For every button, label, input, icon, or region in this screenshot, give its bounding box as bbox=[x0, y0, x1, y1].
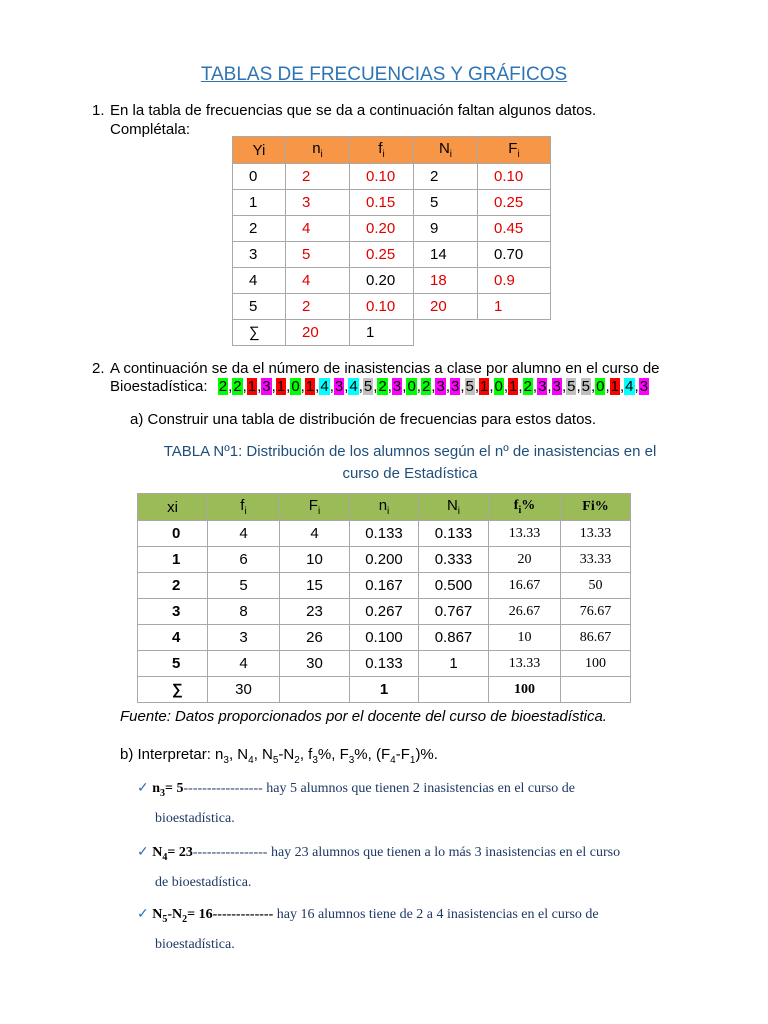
table1-header-row bbox=[233, 137, 551, 164]
header-xi: xi bbox=[138, 494, 208, 521]
q2-line1: A continuación se da el número de inasistencias a clase por alumno en el curso de bbox=[110, 360, 660, 377]
source-note: Fuente: Datos proporcionados por el docente del curso de bioestadística. bbox=[120, 708, 607, 725]
cell-Fip: 100 bbox=[561, 651, 631, 677]
sum-fip: 100 bbox=[489, 677, 561, 703]
sum-symbol: ∑ bbox=[233, 320, 286, 346]
subscript: i bbox=[449, 149, 453, 160]
cell-fi: 3 bbox=[208, 625, 280, 651]
absence-sequence: 2,2,1,3,1,0,1,4,3,4,5,2,3,0,2,3,3,5,1,0,1,2,3,3,5,5,0,1,4,3 bbox=[218, 378, 649, 395]
table-cell-Ni: 9 bbox=[414, 216, 478, 242]
sequence-value: 0 bbox=[596, 378, 605, 395]
cell-Fip: 33.33 bbox=[561, 547, 631, 573]
cell-fi: 4 bbox=[208, 521, 280, 547]
subscript: 4 bbox=[162, 851, 168, 863]
cell-Ni: 0.333 bbox=[419, 547, 489, 573]
sequence-value: 4 bbox=[625, 378, 634, 395]
sum-ni: 1 bbox=[350, 677, 419, 703]
checkmark-icon: ✓ bbox=[137, 781, 153, 796]
cell-Ni: 1 bbox=[419, 651, 489, 677]
sequence-value: 4 bbox=[349, 378, 358, 395]
cell-xi: 5 bbox=[138, 651, 208, 677]
table-row bbox=[233, 242, 551, 268]
subscript: 5 bbox=[162, 913, 168, 925]
sequence-value: 1 bbox=[247, 378, 257, 395]
q2-line2 bbox=[110, 377, 649, 396]
sum-empty bbox=[419, 677, 489, 703]
table-row bbox=[233, 268, 551, 294]
sequence-value: 4 bbox=[320, 378, 329, 395]
sequence-value: 2 bbox=[421, 378, 431, 395]
interpretation-line1 bbox=[137, 776, 677, 806]
table-cell-Ni: 2 bbox=[414, 164, 478, 190]
cell-xi: 0 bbox=[138, 521, 208, 547]
table-cell-fi: 0.25 bbox=[350, 242, 414, 268]
table-row bbox=[138, 599, 631, 625]
cell-ni: 0.133 bbox=[350, 651, 419, 677]
cell-Ni: 0.767 bbox=[419, 599, 489, 625]
table2-header-row bbox=[138, 494, 631, 521]
table-row bbox=[138, 521, 631, 547]
interpretation-label: $n_3= 5$ bbox=[152, 781, 184, 799]
cell-fip: 13.33 bbox=[489, 651, 561, 677]
table2-caption bbox=[120, 441, 700, 485]
cell-fip: 26.67 bbox=[489, 599, 561, 625]
q1-line1: En la tabla de frecuencias que se da a continuación faltan algunos datos. bbox=[110, 102, 597, 119]
sum-fi: 30 bbox=[208, 677, 280, 703]
subscript: 3 bbox=[223, 755, 229, 766]
checkmark-icon: ✓ bbox=[137, 907, 153, 922]
table-cell-Ni: 14 bbox=[414, 242, 478, 268]
table-row bbox=[138, 573, 631, 599]
cell-Fi: 15 bbox=[280, 573, 350, 599]
subscript: 4 bbox=[248, 755, 254, 766]
q1-number: 1. bbox=[92, 102, 105, 119]
table-cell-fi: 0.10 bbox=[350, 294, 414, 320]
table-row bbox=[233, 216, 551, 242]
header-Fi: $F_i$ bbox=[280, 494, 350, 521]
sequence-value: 3 bbox=[334, 378, 344, 395]
cell-fi: 5 bbox=[208, 573, 280, 599]
interpretation-text: hay 16 alumnos tiene de 2 a 4 inasistencias en el curso de bbox=[276, 907, 599, 922]
table-cell-yi: 5 bbox=[233, 294, 286, 320]
cell-fip: 16.67 bbox=[489, 573, 561, 599]
subscript: 3 bbox=[348, 755, 355, 766]
interpretation-line2: de bioestadística. bbox=[155, 874, 252, 890]
interpretation-label: $N_5-N_2= 16$ bbox=[152, 907, 213, 925]
subscript: i bbox=[518, 504, 522, 516]
cell-Fi: 10 bbox=[280, 547, 350, 573]
cell-xi: 4 bbox=[138, 625, 208, 651]
cell-ni: 0.167 bbox=[350, 573, 419, 599]
table-cell-fi: 0.20 bbox=[350, 216, 414, 242]
cell-xi: 3 bbox=[138, 599, 208, 625]
table-cell-ni: 4 bbox=[286, 268, 350, 294]
interpretation-dashes: ----------------- bbox=[183, 781, 267, 796]
sequence-value: 2 bbox=[218, 378, 228, 395]
cell-Fi: 26 bbox=[280, 625, 350, 651]
cell-fip: 13.33 bbox=[489, 521, 561, 547]
sequence-value: 3 bbox=[436, 378, 445, 395]
header-Fi-percent: Fi% bbox=[561, 494, 631, 521]
cell-ni: 0.267 bbox=[350, 599, 419, 625]
header-fi-percent: $f_i\%$ bbox=[489, 494, 561, 521]
table-cell-ni: 2 bbox=[286, 164, 350, 190]
table-cell-Fi: 0.25 bbox=[478, 190, 551, 216]
sum-empty bbox=[280, 677, 350, 703]
table-cell-Ni: 18 bbox=[414, 268, 478, 294]
header-fi: $f_i$ bbox=[208, 494, 280, 521]
sequence-value: 1 bbox=[305, 378, 315, 395]
sum-empty bbox=[478, 320, 551, 346]
cell-Ni: 0.133 bbox=[419, 521, 489, 547]
sequence-value: 3 bbox=[262, 378, 271, 395]
sum-empty bbox=[414, 320, 478, 346]
sequence-value: 0 bbox=[494, 378, 503, 395]
sequence-value: 2 bbox=[523, 378, 532, 395]
table-cell-yi: 2 bbox=[233, 216, 286, 242]
cell-Ni: 0.867 bbox=[419, 625, 489, 651]
cell-fi: 4 bbox=[208, 651, 280, 677]
cell-Fip: 86.67 bbox=[561, 625, 631, 651]
cell-xi: 1 bbox=[138, 547, 208, 573]
table-cell-yi: 3 bbox=[233, 242, 286, 268]
cell-ni: 0.133 bbox=[350, 521, 419, 547]
cell-Fi: 30 bbox=[280, 651, 350, 677]
sequence-value: 2 bbox=[378, 378, 387, 395]
table-sum-row bbox=[138, 677, 631, 703]
cell-fip: 20 bbox=[489, 547, 561, 573]
table-row bbox=[233, 190, 551, 216]
sequence-value: 3 bbox=[639, 378, 649, 395]
cell-xi: 2 bbox=[138, 573, 208, 599]
cell-ni: 0.200 bbox=[350, 547, 419, 573]
sequence-value: 2 bbox=[233, 378, 242, 395]
interpretation-label: $N_4= 23$ bbox=[152, 845, 193, 863]
table-row bbox=[233, 164, 551, 190]
header-ni: $n_i$ bbox=[286, 137, 350, 164]
interpretation-item bbox=[137, 902, 677, 957]
table-cell-Fi: 1 bbox=[478, 294, 551, 320]
header-Ni: $N_i$ bbox=[419, 494, 489, 521]
subscript: i bbox=[457, 506, 461, 517]
table-cell-ni: 5 bbox=[286, 242, 350, 268]
sequence-value: 1 bbox=[509, 378, 518, 395]
table-cell-Ni: 20 bbox=[414, 294, 478, 320]
subscript: 1 bbox=[409, 755, 416, 766]
subscript: i bbox=[244, 506, 247, 517]
cell-Fip: 50 bbox=[561, 573, 631, 599]
sequence-value: 1 bbox=[276, 378, 286, 395]
subscript: 4 bbox=[390, 755, 396, 766]
sequence-value: 5 bbox=[567, 378, 576, 395]
table-cell-ni: 4 bbox=[286, 216, 350, 242]
part-b-text: b) Interpretar: $n_3$, $N_4$, $N_5-N_2$, $f_3\%$, $F_3\%$, $(F_4-F_1)\%$. bbox=[120, 746, 438, 766]
cell-Fip: 13.33 bbox=[561, 521, 631, 547]
table-cell-Fi: 0.45 bbox=[478, 216, 551, 242]
table-cell-Fi: 0.70 bbox=[478, 242, 551, 268]
subscript: 5 bbox=[272, 755, 279, 766]
interpretation-line2: bioestadística. bbox=[155, 810, 235, 826]
subscript: i bbox=[382, 149, 385, 160]
cell-Fi: 4 bbox=[280, 521, 350, 547]
cell-Ni: 0.500 bbox=[419, 573, 489, 599]
interpretation-dashes: ---------------- bbox=[192, 845, 271, 860]
sequence-value: 1 bbox=[610, 378, 619, 395]
header-ni: $n_i$ bbox=[350, 494, 419, 521]
table-cell-ni: 2 bbox=[286, 294, 350, 320]
cell-fi: 6 bbox=[208, 547, 280, 573]
cell-fip: 10 bbox=[489, 625, 561, 651]
table-row bbox=[138, 547, 631, 573]
subscript: 2 bbox=[182, 913, 188, 925]
sum-ni: 20 bbox=[286, 320, 350, 346]
table-row bbox=[138, 625, 631, 651]
sequence-value: 5 bbox=[363, 378, 373, 395]
interpretation-line1 bbox=[137, 840, 677, 870]
sequence-value: 1 bbox=[480, 378, 489, 395]
header-yi: Yi bbox=[233, 137, 286, 164]
sequence-value: 5 bbox=[581, 378, 590, 395]
sequence-value: 3 bbox=[538, 378, 547, 395]
table-cell-fi: 0.10 bbox=[350, 164, 414, 190]
interpretation-text: hay 23 alumnos que tienen a lo más 3 inasistencias en el curso bbox=[270, 845, 621, 860]
header-Fi: $F_i$ bbox=[478, 137, 551, 164]
frequency-table-1 bbox=[232, 136, 551, 346]
interpretation-item bbox=[137, 840, 677, 895]
subscript: i bbox=[317, 506, 321, 517]
q2-line2-prefix: Bioestadística: bbox=[110, 378, 208, 395]
q2-number: 2. bbox=[92, 360, 105, 377]
table-sum-row bbox=[233, 320, 551, 346]
document-title: TABLAS DE FRECUENCIAS Y GRÁFICOS bbox=[200, 64, 568, 85]
table-cell-yi: 0 bbox=[233, 164, 286, 190]
sum-empty bbox=[561, 677, 631, 703]
interpretation-item bbox=[137, 776, 677, 831]
interpretation-line2: bioestadística. bbox=[155, 936, 235, 952]
cell-Fip: 76.67 bbox=[561, 599, 631, 625]
interpretation-text: hay 5 alumnos que tienen 2 inasistencias en el curso de bbox=[266, 781, 575, 796]
table-row bbox=[233, 294, 551, 320]
table-cell-Fi: 0.9 bbox=[478, 268, 551, 294]
table-cell-fi: 0.20 bbox=[350, 268, 414, 294]
checkmark-icon: ✓ bbox=[137, 845, 153, 860]
subscript: 3 bbox=[312, 755, 318, 766]
sequence-value: 0 bbox=[407, 378, 416, 395]
q1-line2: Complétala: bbox=[110, 121, 191, 138]
sequence-value: 0 bbox=[291, 378, 300, 395]
cell-Fi: 23 bbox=[280, 599, 350, 625]
header-Ni: $N_i$ bbox=[414, 137, 478, 164]
interpretation-dashes: ------------- bbox=[212, 907, 277, 922]
subscript: i bbox=[387, 506, 390, 517]
sum-fi: 1 bbox=[350, 320, 414, 346]
sequence-value: 3 bbox=[552, 378, 561, 395]
part-a-text: a) Construir una tabla de distribución de frecuencias para estos datos. bbox=[130, 411, 597, 428]
sequence-value: 5 bbox=[465, 378, 474, 395]
subscript: i bbox=[517, 149, 520, 160]
sequence-value: 3 bbox=[392, 378, 402, 395]
caption-line1: TABLA Nº1: Distribución de los alumnos según el nº de inasistencias en el bbox=[163, 443, 657, 460]
header-fi: $f_i$ bbox=[350, 137, 414, 164]
subscript: i bbox=[320, 149, 323, 160]
cell-fi: 8 bbox=[208, 599, 280, 625]
table-cell-ni: 3 bbox=[286, 190, 350, 216]
table-row bbox=[138, 651, 631, 677]
table-cell-Fi: 0.10 bbox=[478, 164, 551, 190]
sequence-value: 3 bbox=[450, 378, 460, 395]
subscript: 3 bbox=[160, 787, 166, 799]
frequency-table-2 bbox=[137, 493, 631, 703]
cell-ni: 0.100 bbox=[350, 625, 419, 651]
table-cell-yi: 4 bbox=[233, 268, 286, 294]
table-cell-Ni: 5 bbox=[414, 190, 478, 216]
table-cell-yi: 1 bbox=[233, 190, 286, 216]
interpretation-line1 bbox=[137, 902, 677, 932]
caption-line2: curso de Estadística bbox=[342, 465, 478, 482]
table-cell-fi: 0.15 bbox=[350, 190, 414, 216]
subscript: 2 bbox=[294, 755, 300, 766]
sum-symbol: ∑ bbox=[138, 677, 208, 703]
